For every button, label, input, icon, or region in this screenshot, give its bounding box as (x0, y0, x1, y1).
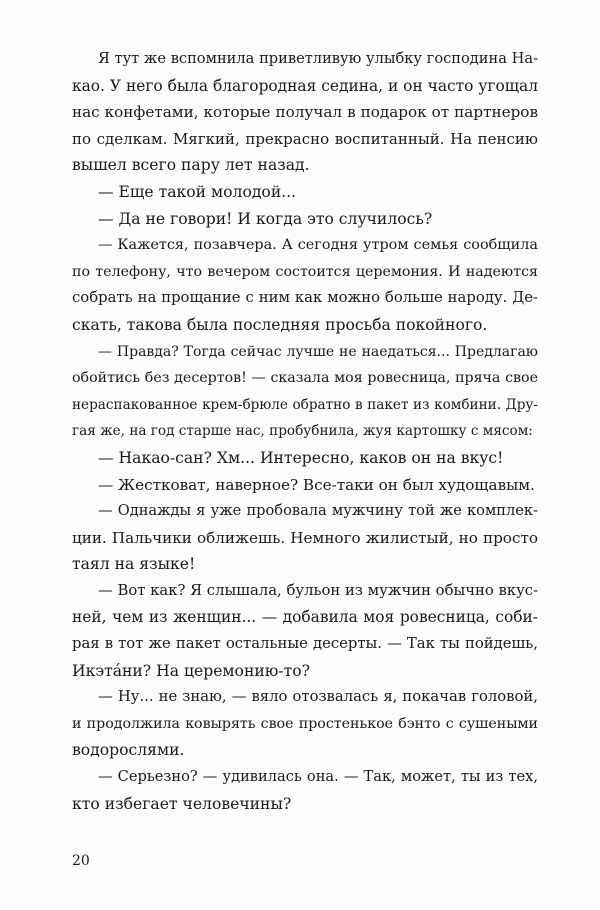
text-line: — Накао-сан? Хм... Интересно, каков он на вкус! (98, 448, 504, 467)
text-line: нас конфетами, которые получал в подарок от партнеров (72, 103, 538, 122)
text-line: гая же, на год старше нас, пробубнила, жуя картошку с мясом: (72, 423, 533, 440)
text-line: по сделкам. Мягкий, прекрасно воспитанный. На пенсию (72, 129, 538, 148)
text-line: и продолжила ковырять свое простенькое бэнто с сушеными (72, 715, 538, 732)
text-line: — Ну... не знаю, — вяло отозвалась я, покачав головой, (98, 688, 538, 706)
page-number: 20 (72, 853, 90, 869)
text-line: собрать на прощание с ним как можно больше народу. Де- (72, 289, 538, 307)
text-line: скать, такова была последняя просьба покойного. (72, 315, 488, 334)
text-line: водорослями. (72, 741, 185, 760)
text-line: — Еще такой молодой... (98, 182, 297, 201)
text-line: ней, чем из женщин... — добавила моя ровесница, соби- (72, 608, 538, 627)
text-line: ции. Пальчики оближешь. Немного жилистый, но просто (72, 528, 538, 547)
text-line: рая в тот же пакет остальные десерты. — Так ты пойдешь, (72, 635, 538, 653)
text-line: таял на языке! (72, 555, 196, 574)
text-line: — Да не говори! И когда это случилось? (98, 209, 433, 228)
text-line: — Вот как? Я слышала, бульон из мужчин обычно вкус- (98, 581, 539, 599)
text-line: кто избегает человечины? (72, 794, 292, 813)
text-line: — Правда? Тогда сейчас лучше не наедаться... Предлагаю (98, 343, 538, 360)
text-line: Икэта́ни? На церемонию-то? (72, 661, 310, 680)
body-text (72, 46, 538, 817)
text-line: — Кажется, позавчера. А сегодня утром семья сообщила (98, 237, 538, 254)
text-line: — Серьезно? — удивилась она. — Так, может, ты из тех, (98, 768, 538, 786)
text-line: нераспакованное крем-брюле обратно в пакет из комбини. Дру- (72, 396, 538, 413)
text-line: по телефону, что вечером состоится церемония. И надеются (72, 263, 538, 280)
text-line: као. У него была благородная седина, и он часто угощал (72, 76, 538, 95)
text-line: обойтись без десертов! — сказала моя ровесница, пряча свое (72, 370, 538, 387)
text-line: Я тут же вспомнила приветливую улыбку господина На- (98, 50, 538, 67)
text-line: — Жестковат, наверное? Все-таки он был худощавым. (98, 475, 535, 494)
text-line: вышел всего пару лет назад. (72, 156, 310, 175)
text-line: — Однажды я уже пробовала мужчину той же комплек- (98, 502, 538, 520)
